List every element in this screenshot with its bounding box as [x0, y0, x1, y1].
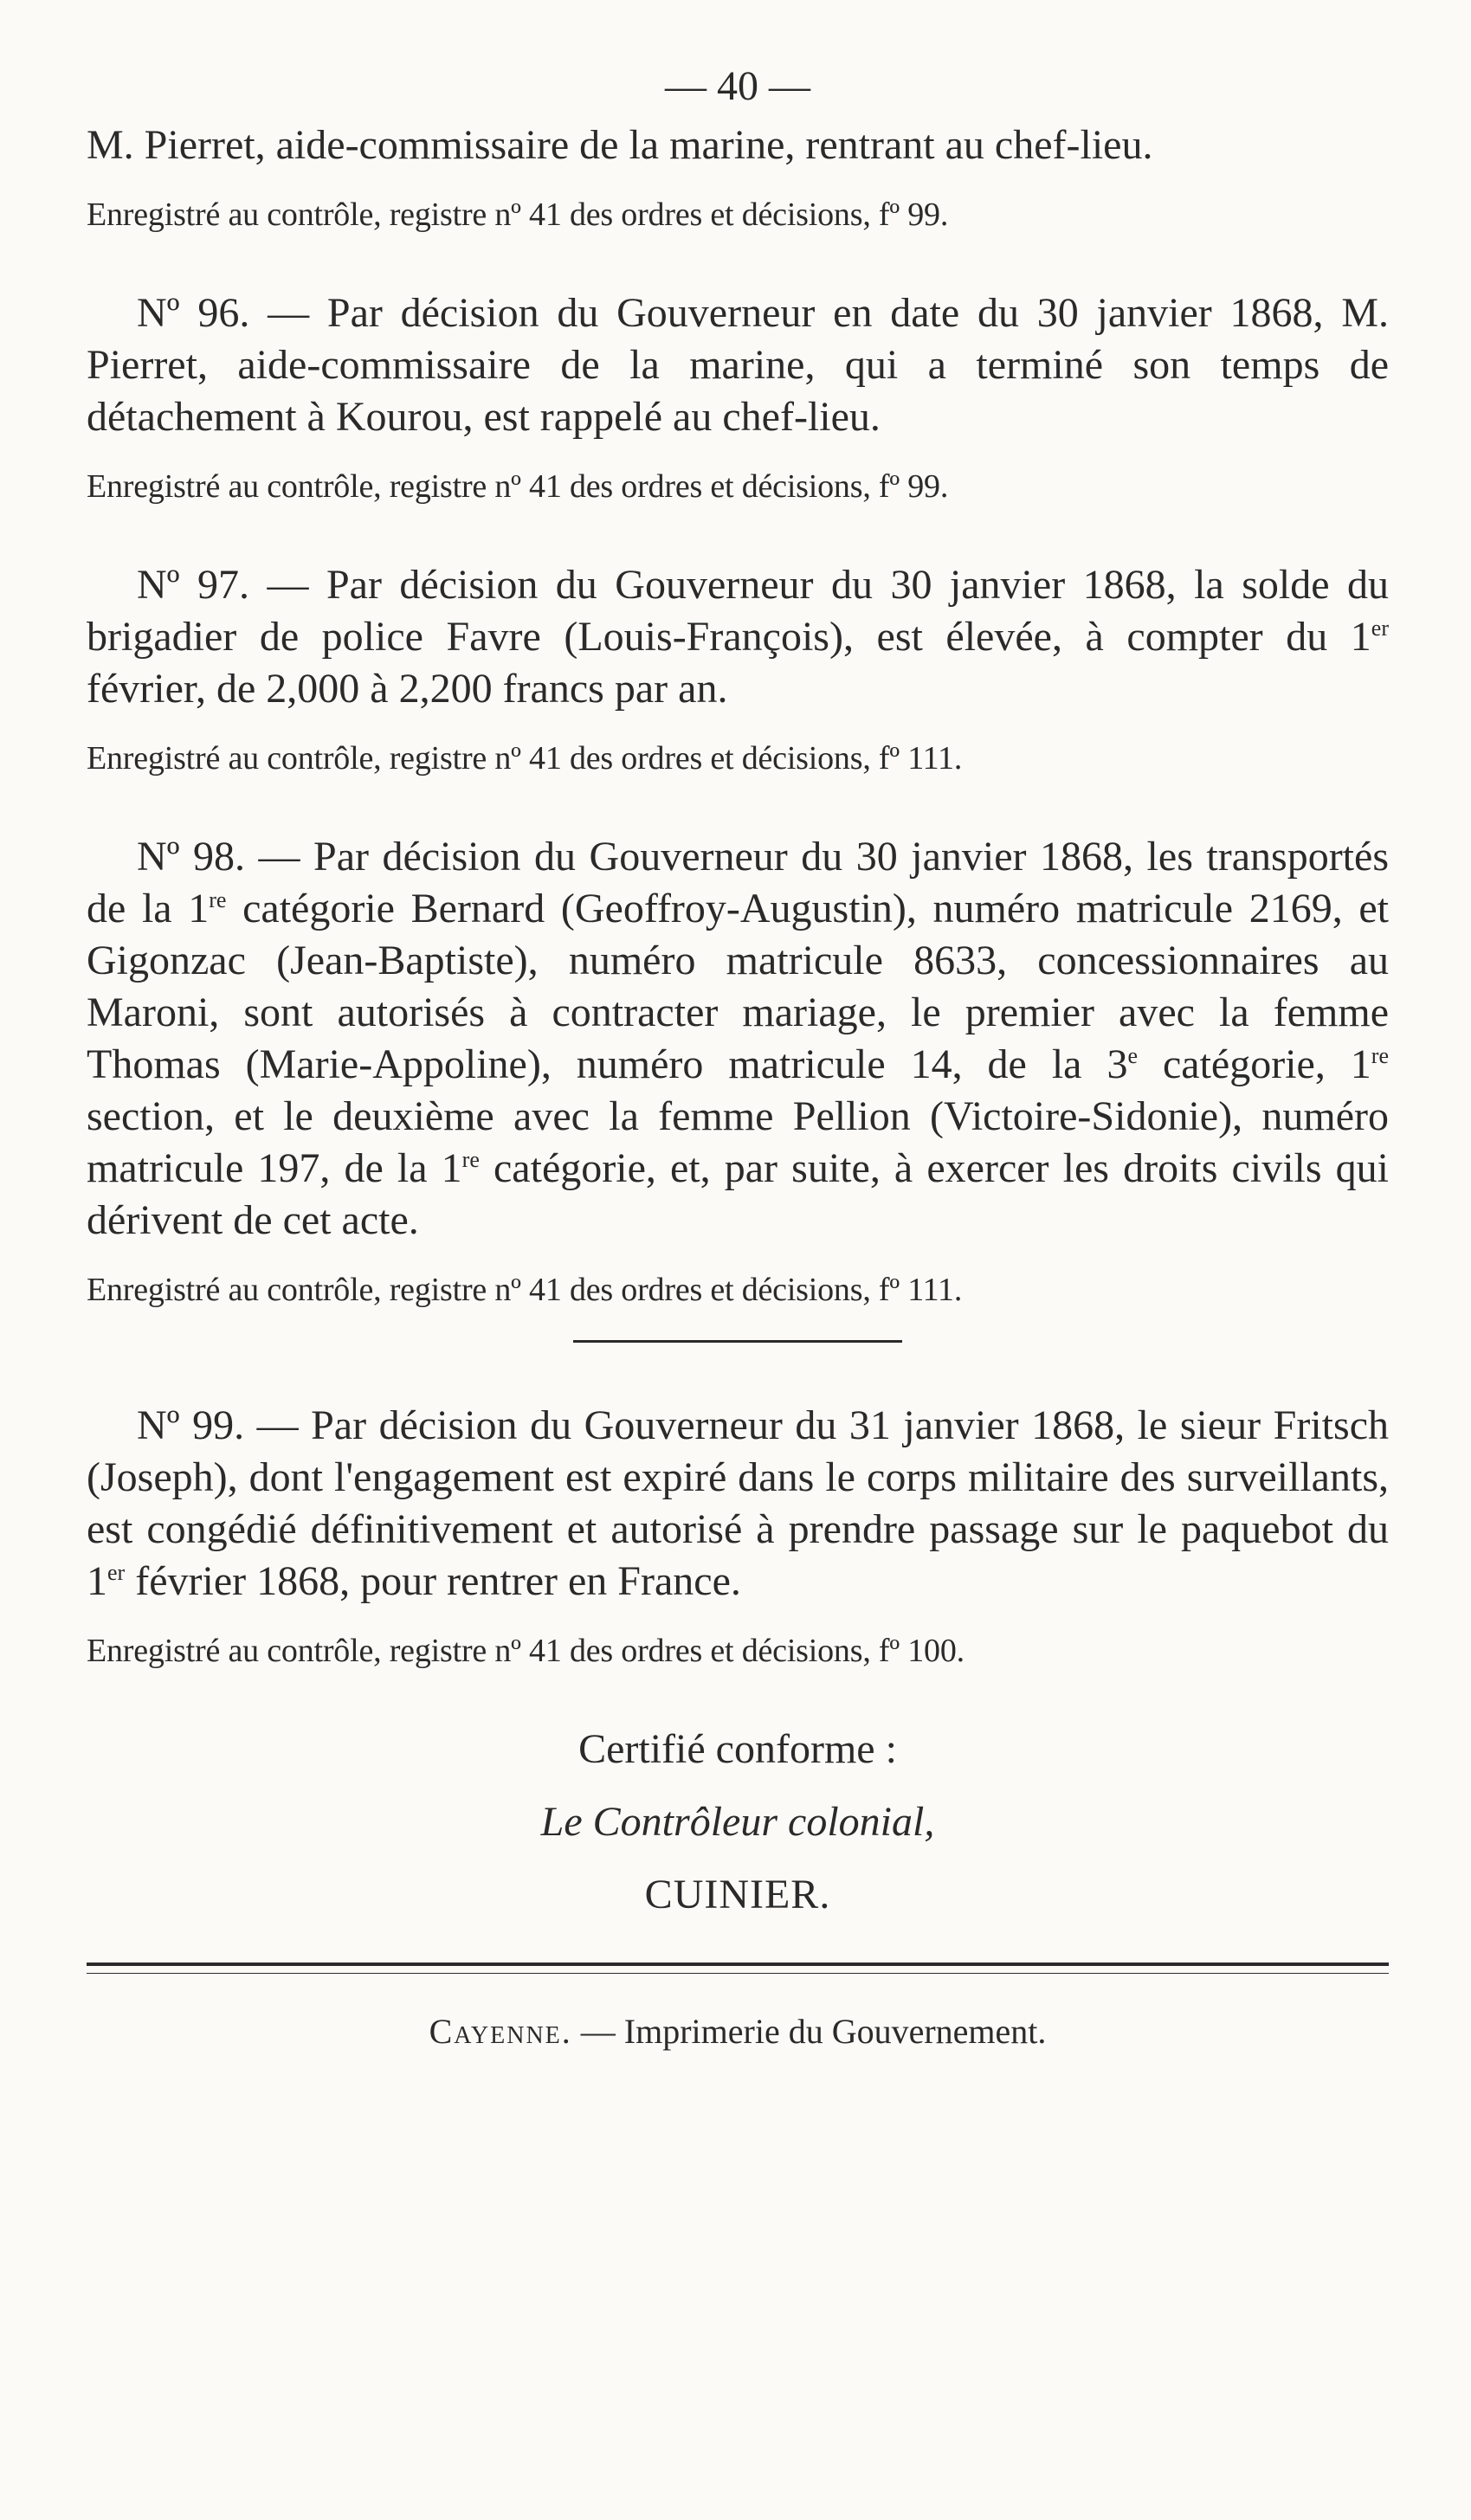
text-span: Nº 98. — Par décision du Gouverneur du 30 janvier 1868, les transportés de la 1 — [87, 834, 1389, 931]
text-span: catégorie, et, par suite, à exercer les droits civils qui dérivent de cet acte. — [87, 1145, 1390, 1243]
certified-line: Certifié conforme : — [578, 1726, 897, 1772]
printer-footer — [87, 2010, 1389, 2053]
text-span: catégorie, 1 — [1137, 1041, 1371, 1087]
superscript: e — [1127, 1043, 1138, 1068]
superscript: re — [209, 887, 227, 912]
signatory-title: Le Contrôleur colonial, — [540, 1799, 935, 1845]
text-span: Nº 99. — Par décision du Gouverneur du 31 janvier 1868, le sieur Fritsch (Joseph), dont l'engagement est expiré dans le corps militaire des surveillants, est congédié définitivement et autorisé à prendre passage sur le paquebot du 1 — [87, 1402, 1389, 1604]
certification-block — [87, 1724, 1389, 1921]
decision-99 — [87, 1400, 1389, 1608]
superscript: re — [1371, 1043, 1389, 1068]
superscript: re — [461, 1147, 480, 1172]
text-span: Nº 97. — Par décision du Gouverneur du 30 janvier 1868, la solde du brigadier de police Favre (Louis-François), est élevée, à compter du 1 — [87, 562, 1389, 660]
text-span: catégorie Bernard (Geoffroy-Augustin), numéro matricule 2169, et Gigonzac (Jean-Baptiste), numéro matricule 8633, concessionnaires au Maroni, sont autorisés à contracter mariage, le premier avec la femme Thomas (Marie-Appoline), numéro matricule 14, de la 3 — [87, 886, 1389, 1087]
registration-note: Enregistré au contrôle, registre nº 41 des ordres et décisions, fº 111. — [87, 740, 963, 777]
separator-rule — [573, 1340, 902, 1343]
registration-note: Enregistré au contrôle, registre nº 41 des ordres et décisions, fº 111. — [87, 1272, 963, 1308]
decision-98 — [87, 831, 1389, 1247]
text-span: février 1868, pour rentrer en France. — [125, 1558, 741, 1604]
text-span: section, et le deuxième avec la femme Pellion (Victoire-Sidonie), numéro matricule 197, de la 1 — [87, 1093, 1389, 1191]
footer-city: Cayenne. — [429, 2012, 572, 2051]
decision-97 — [87, 559, 1389, 715]
registration-note: Enregistré au contrôle, registre nº 41 des ordres et décisions, fº 99. — [87, 468, 949, 505]
footer-rule — [87, 1963, 1389, 1974]
superscript: er — [107, 1560, 126, 1585]
intro-paragraph: M. Pierret, aide-commissaire de la marine, rentrant au chef-lieu. — [87, 122, 1153, 168]
registration-note: Enregistré au contrôle, registre nº 41 des ordres et décisions, fº 100. — [87, 1633, 965, 1669]
signatory-name: CUINIER. — [644, 1872, 831, 1917]
text-span: février, de 2,000 à 2,200 francs par an. — [87, 666, 728, 712]
registration-note: Enregistré au contrôle, registre nº 41 des ordres et décisions, fº 99. — [87, 197, 949, 233]
decision-96: Nº 96. — Par décision du Gouverneur en date du 30 janvier 1868, M. Pierret, aide-commissaire de la marine, qui a terminé son temps de détachement à Kourou, est rappelé au chef-lieu. — [87, 290, 1389, 440]
page-number: — 40 — — [665, 63, 810, 109]
footer-printer: — Imprimerie du Gouvernement. — [571, 2012, 1047, 2051]
superscript: er — [1371, 615, 1389, 641]
